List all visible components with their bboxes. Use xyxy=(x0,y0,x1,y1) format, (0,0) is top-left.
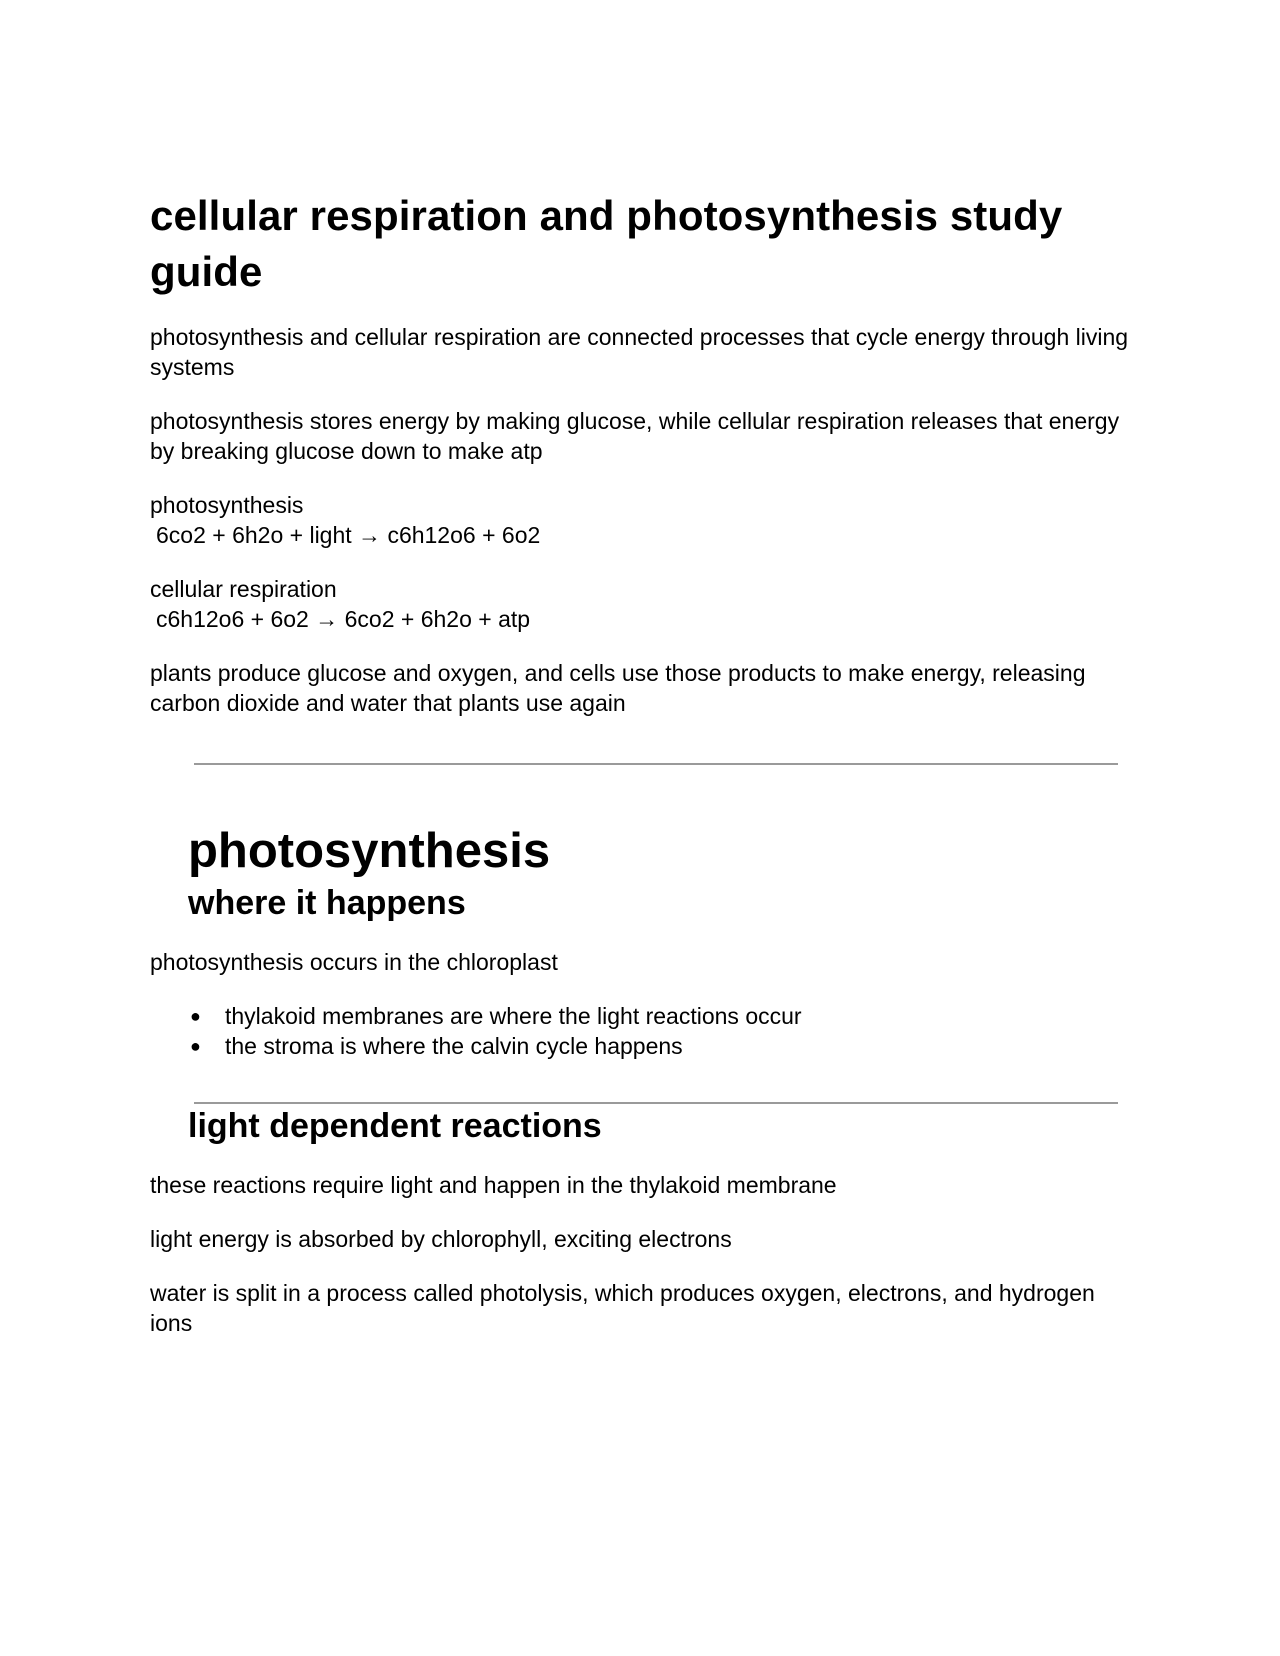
document-title: cellular respiration and photosynthesis study guide xyxy=(150,192,1063,295)
photosynthesis-equation-block xyxy=(150,490,1130,550)
light-paragraph: water is split in a process called photolysis, which produces oxygen, electrons, and hydrogen ions xyxy=(150,1280,1095,1336)
equation-label: cellular respiration xyxy=(150,576,337,602)
intro-paragraph: photosynthesis and cellular respiration are connected processes that cycle energy through living systems xyxy=(150,324,1129,380)
subsection-heading-light: light dependent reactions xyxy=(188,1107,602,1145)
closing-paragraph: plants produce glucose and oxygen, and cells use those products to make energy, releasing carbon dioxide and water that plants use again xyxy=(150,660,1086,716)
subsection-heading-where: where it happens xyxy=(188,884,466,922)
list-item-text: the stroma is where the calvin cycle happens xyxy=(225,1033,683,1059)
equation-formula: c6h12o6 + 6o2 → 6co2 + 6h2o + atp xyxy=(156,606,531,632)
document-body xyxy=(150,188,1130,1338)
section-title: photosynthesis xyxy=(188,824,551,878)
horizontal-divider xyxy=(194,763,1118,765)
bullet-list xyxy=(150,1001,1130,1061)
bullet-icon: ● xyxy=(190,1036,201,1056)
list-item xyxy=(150,1001,1130,1031)
intro-paragraph: photosynthesis stores energy by making glucose, while cellular respiration releases that energy by breaking glucose down to make atp xyxy=(150,408,1120,464)
light-paragraph: these reactions require light and happen in the thylakoid membrane xyxy=(150,1172,837,1198)
where-paragraph: photosynthesis occurs in the chloroplast xyxy=(150,949,558,975)
list-item-text: thylakoid membranes are where the light reactions occur xyxy=(225,1003,802,1029)
equation-label: photosynthesis xyxy=(150,492,304,518)
equation-formula: 6co2 + 6h2o + light → c6h12o6 + 6o2 xyxy=(156,522,541,548)
respiration-equation-block xyxy=(150,574,1130,634)
list-item xyxy=(150,1031,1130,1061)
bullet-icon: ● xyxy=(190,1006,201,1026)
light-paragraph: light energy is absorbed by chlorophyll, exciting electrons xyxy=(150,1226,732,1252)
